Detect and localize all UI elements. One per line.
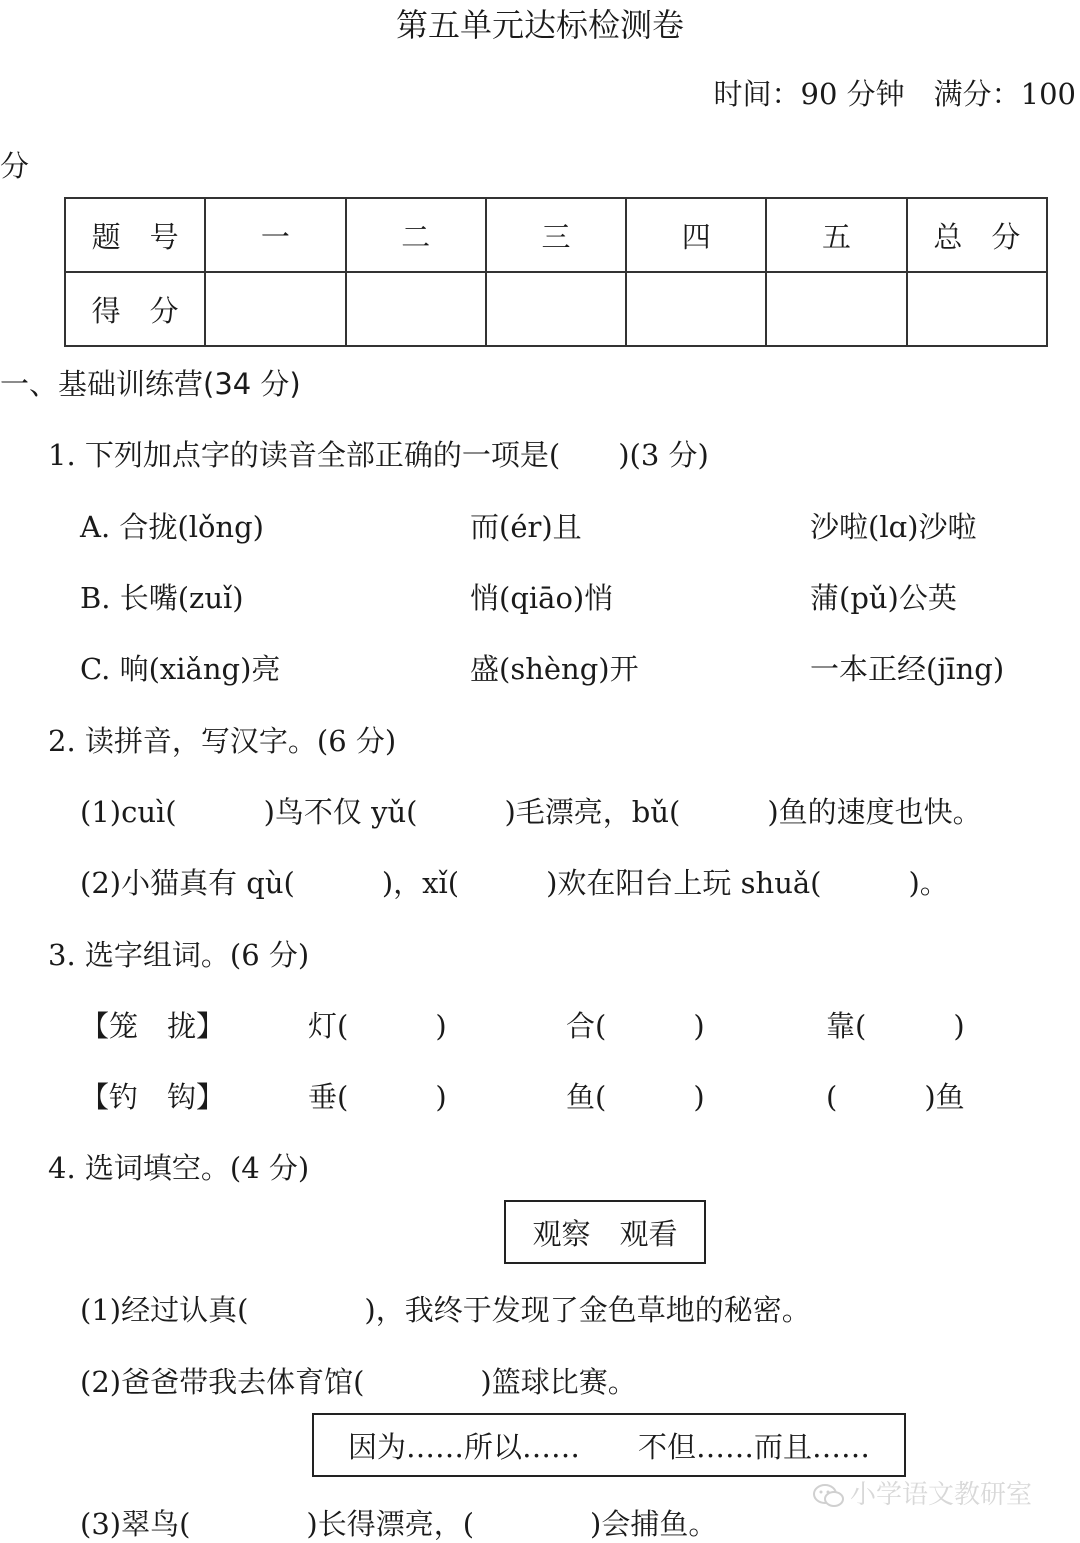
- q4-line-2: (2)爸爸带我去体育馆( )篮球比赛。: [80, 1365, 637, 1399]
- q3-blank: 鱼( ): [566, 1080, 705, 1114]
- score-table-score-row: [65, 272, 1047, 346]
- q1-option-b-1: B. 长嘴(zuǐ): [80, 581, 244, 615]
- wechat-icon: [812, 1483, 846, 1509]
- q4-line-3: (3)翠鸟( )长得漂亮，( )会捕鱼。: [80, 1507, 718, 1541]
- section-heading: 一、基础训练营(34 分): [0, 367, 301, 401]
- score-row-label: 得 分: [65, 272, 205, 346]
- q2-line-1: (1)cuì( )鸟不仅 yǔ( )毛漂亮，bǔ( )鱼的速度也快。: [80, 795, 982, 829]
- q3-blank: 靠( ): [826, 1009, 965, 1043]
- word-choice-box-2: 因为……所以…… 不但……而且……: [312, 1413, 906, 1477]
- score-header-cell: 五: [766, 198, 906, 272]
- score-cell: [907, 272, 1047, 346]
- score-header-cell: 一: [205, 198, 345, 272]
- q3-blank: 灯( ): [308, 1009, 447, 1043]
- score-header-cell: 题 号: [65, 198, 205, 272]
- question-1-stem: 1. 下列加点字的读音全部正确的一项是( )(3 分): [48, 438, 709, 472]
- q1-option-b-3: 蒲(pǔ)公英: [810, 581, 957, 615]
- q1-option-a-3: 沙啦(lɑ)沙啦: [810, 510, 977, 544]
- score-cell: [626, 272, 766, 346]
- q4-line-1: (1)经过认真( )，我终于发现了金色草地的秘密。: [80, 1293, 811, 1327]
- q1-option-a-2: 而(ér)且: [470, 510, 582, 544]
- score-cell: [766, 272, 906, 346]
- question-2-stem: 2. 读拼音，写汉字。(6 分): [48, 724, 397, 758]
- q3-char-pair-2: 【钓 钩】: [80, 1080, 226, 1114]
- watermark-text: 小学语文教研室: [850, 1480, 1033, 1510]
- score-table-header-row: [65, 198, 1047, 272]
- score-header-cell: 三: [486, 198, 626, 272]
- score-header-cell: 二: [346, 198, 486, 272]
- q2-line-2: (2)小猫真有 qù( )，xǐ( )欢在阳台上玩 shuǎ( )。: [80, 866, 949, 900]
- exam-meta-continued: 分: [0, 149, 30, 183]
- question-3-stem: 3. 选字组词。(6 分): [48, 938, 310, 972]
- question-4-stem: 4. 选词填空。(4 分): [48, 1151, 310, 1185]
- q1-option-c-2: 盛(shèng)开: [470, 652, 639, 686]
- q1-option-c-1: C. 响(xiǎng)亮: [80, 652, 281, 686]
- q3-blank: 垂( ): [308, 1080, 447, 1114]
- exam-meta: 时间：90 分钟 满分：100: [713, 77, 1076, 111]
- score-cell: [205, 272, 345, 346]
- q1-option-c-3: 一本正经(jīng): [810, 652, 1005, 686]
- page-title: 第五单元达标检测卷: [395, 6, 684, 44]
- score-header-cell: 总 分: [907, 198, 1047, 272]
- score-cell: [346, 272, 486, 346]
- score-header-cell: 四: [626, 198, 766, 272]
- q3-blank: 合( ): [566, 1009, 705, 1043]
- word-choice-box-1: 观察 观看: [504, 1200, 706, 1264]
- q3-char-pair-1: 【笼 拢】: [80, 1009, 226, 1043]
- watermark: [812, 1474, 1032, 1511]
- q1-option-b-2: 悄(qiāo)悄: [470, 581, 614, 615]
- q1-option-a-1: A. 合拢(lǒng): [80, 510, 264, 544]
- q3-blank: ( )鱼: [826, 1080, 965, 1114]
- score-table: [64, 197, 1048, 347]
- score-cell: [486, 272, 626, 346]
